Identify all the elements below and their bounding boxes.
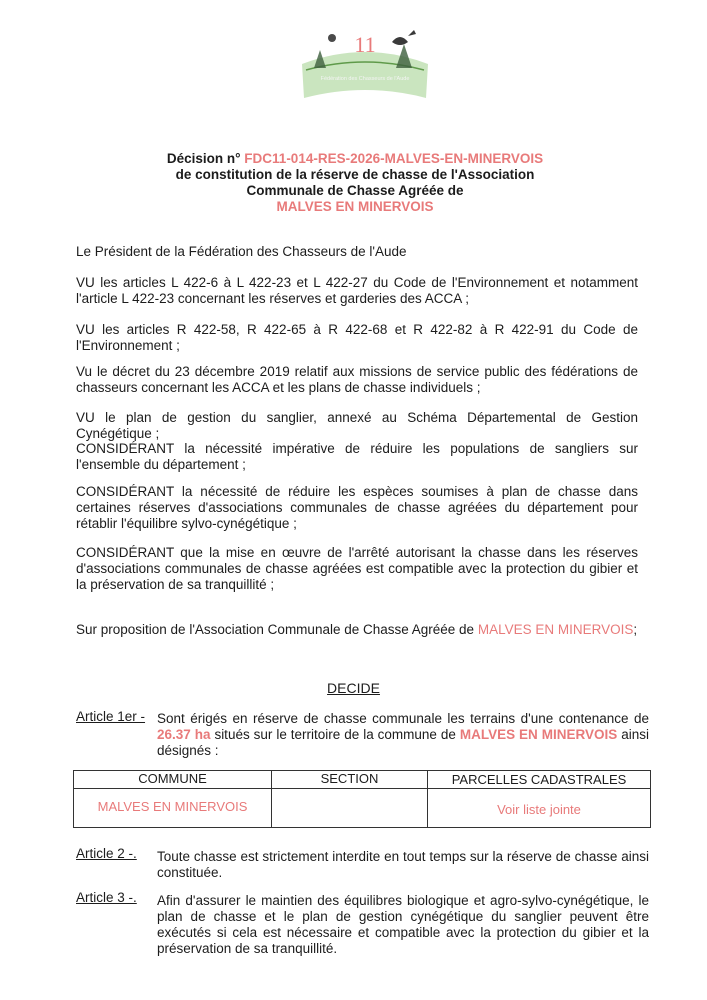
- logo-number: 11: [354, 32, 376, 57]
- title-line-2: de constitution de la réserve de chasse de l'Association: [175, 167, 535, 182]
- vu-paragraph-3: Vu le décret du 23 décembre 2019 relatif aux missions de service public des fédérations de chasseurs concernant les ACCA et les plans de chasse individuels ;: [76, 364, 638, 395]
- article-1-area: 26.37 ha: [157, 727, 211, 742]
- article-3-label: Article 3 -.: [76, 890, 137, 905]
- title-commune: MALVES EN MINERVOIS: [276, 199, 434, 214]
- parcel-table: [73, 770, 651, 828]
- vu-paragraph-2: VU les articles R 422-58, R 422-65 à R 422-68 et R 422-82 à R 422-91 du Code de l'Environnement ;: [76, 322, 638, 353]
- article-1-commune: MALVES EN MINERVOIS: [459, 727, 618, 742]
- proposition-paragraph: [76, 622, 638, 638]
- row-parcelles: Voir liste jointe: [497, 802, 581, 817]
- article-1-part1: Sont érigés en réserve de chasse communale les terrains d'une contenance de: [157, 711, 649, 726]
- proposition-text: Sur proposition de l'Association Communale de Chasse Agréée de: [76, 622, 475, 637]
- proposition-suffix: ;: [633, 622, 638, 637]
- article-1-part3: ainsi désignés :: [157, 727, 649, 758]
- proposition-commune: MALVES EN MINERVOIS: [477, 622, 634, 637]
- decision-title: [150, 151, 560, 215]
- article-1-label: Article 1er -: [76, 709, 146, 724]
- article-1-part2: situés sur le territoire de la commune de: [214, 727, 456, 742]
- title-prefix: Décision n°: [166, 151, 241, 166]
- logo-band-text: Fédération des Chasseurs de l'Aude: [320, 76, 410, 82]
- vu-paragraph-4: VU le plan de gestion du sanglier, annexé au Schéma Départemental de Gestion Cynégétique ;: [76, 410, 638, 441]
- considerant-1: CONSIDÉRANT la nécessité impérative de réduire les populations de sangliers sur l'ensemble du département ;: [76, 441, 638, 472]
- article-1-text: [157, 711, 649, 759]
- row-commune: MALVES EN MINERVOIS: [97, 799, 248, 814]
- president-line: Le Président de la Fédération des Chasseurs de l'Aude: [76, 244, 407, 259]
- vu-paragraph-1: VU les articles L 422-6 à L 422-23 et L 422-27 du Code de l'Environnement et notamment l'article L 422-23 concernant les réserves et garderies des ACCA ;: [76, 275, 638, 306]
- header-section: SECTION: [320, 771, 379, 786]
- considerant-2: CONSIDÉRANT la nécessité de réduire les espèces soumises à plan de chasse dans certaines réserves d'associations communales de chasse agréées du département pour rétablir l'équilibre sylvo-cynégétique ;: [76, 484, 638, 531]
- federation-logo: [296, 20, 434, 104]
- article-2-label: Article 2 -.: [76, 846, 137, 861]
- title-line-3: Communale de Chasse Agréée de: [246, 183, 464, 198]
- article-2-text: Toute chasse est strictement interdite en tout temps sur la réserve de chasse ainsi constituée.: [157, 849, 649, 880]
- header-commune: COMMUNE: [138, 771, 207, 786]
- decision-number: FDC11-014-RES-2026-MALVES-EN-MINERVOIS: [244, 151, 544, 166]
- considerant-3: CONSIDÉRANT que la mise en œuvre de l'arrêté autorisant la chasse dans les réserves d'associations communales de chasse agréées est compatible avec la protection du gibier et la préservation de sa tranquillité ;: [76, 545, 638, 592]
- header-parcelles: PARCELLES CADASTRALES: [451, 772, 627, 787]
- decide-heading: DECIDE: [327, 680, 380, 696]
- article-3-text: Afin d'assurer le maintien des équilibres biologique et agro-sylvo-cynégétique, le plan de chasse et le plan de gestion cynégétique du sanglier peuvent être exécutés si cela est nécessaire et compatible avec la protection du gibier et la préservation de sa tranquillité.: [157, 893, 649, 956]
